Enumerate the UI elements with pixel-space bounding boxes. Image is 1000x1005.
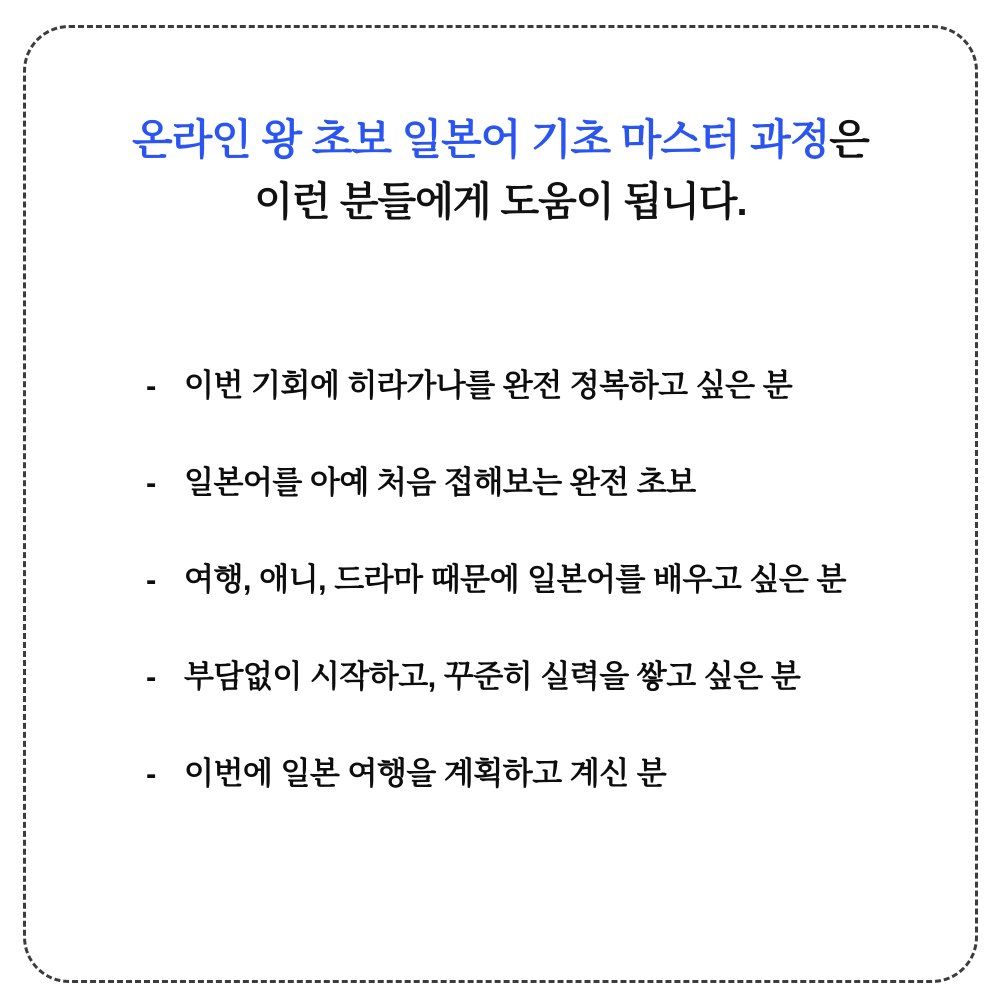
list-item xyxy=(146,562,915,598)
dash-bullet: - xyxy=(146,465,156,500)
course-name-highlight: 온라인 왕 초보 일본어 기초 마스터 과정 xyxy=(132,116,830,163)
list-item-text: 이번에 일본 여행을 계획하고 계신 분 xyxy=(184,756,667,791)
list-item-text: 여행, 애니, 드라마 때문에 일본어를 배우고 싶은 분 xyxy=(184,562,846,597)
dash-bullet: - xyxy=(146,756,156,791)
dash-bullet: - xyxy=(146,562,156,597)
dash-bullet: - xyxy=(146,659,156,694)
list-item xyxy=(146,368,915,404)
list-item-text: 이번 기회에 히라가나를 완전 정복하고 싶은 분 xyxy=(184,368,793,403)
title-line-1 xyxy=(26,110,975,170)
list-item xyxy=(146,756,915,792)
dashed-border-card xyxy=(23,25,978,983)
title-line-2: 이런 분들에게 도움이 됩니다. xyxy=(254,180,747,224)
dash-bullet: - xyxy=(146,368,156,403)
title-suffix: 은 xyxy=(829,116,869,163)
list-item xyxy=(146,465,915,501)
list-item-text: 부담없이 시작하고, 꾸준히 실력을 쌓고 싶은 분 xyxy=(184,659,801,694)
title-block xyxy=(26,110,975,230)
list-item-text: 일본어를 아예 처음 접해보는 완전 초보 xyxy=(184,465,696,500)
benefit-list xyxy=(146,368,915,792)
list-item xyxy=(146,659,915,695)
